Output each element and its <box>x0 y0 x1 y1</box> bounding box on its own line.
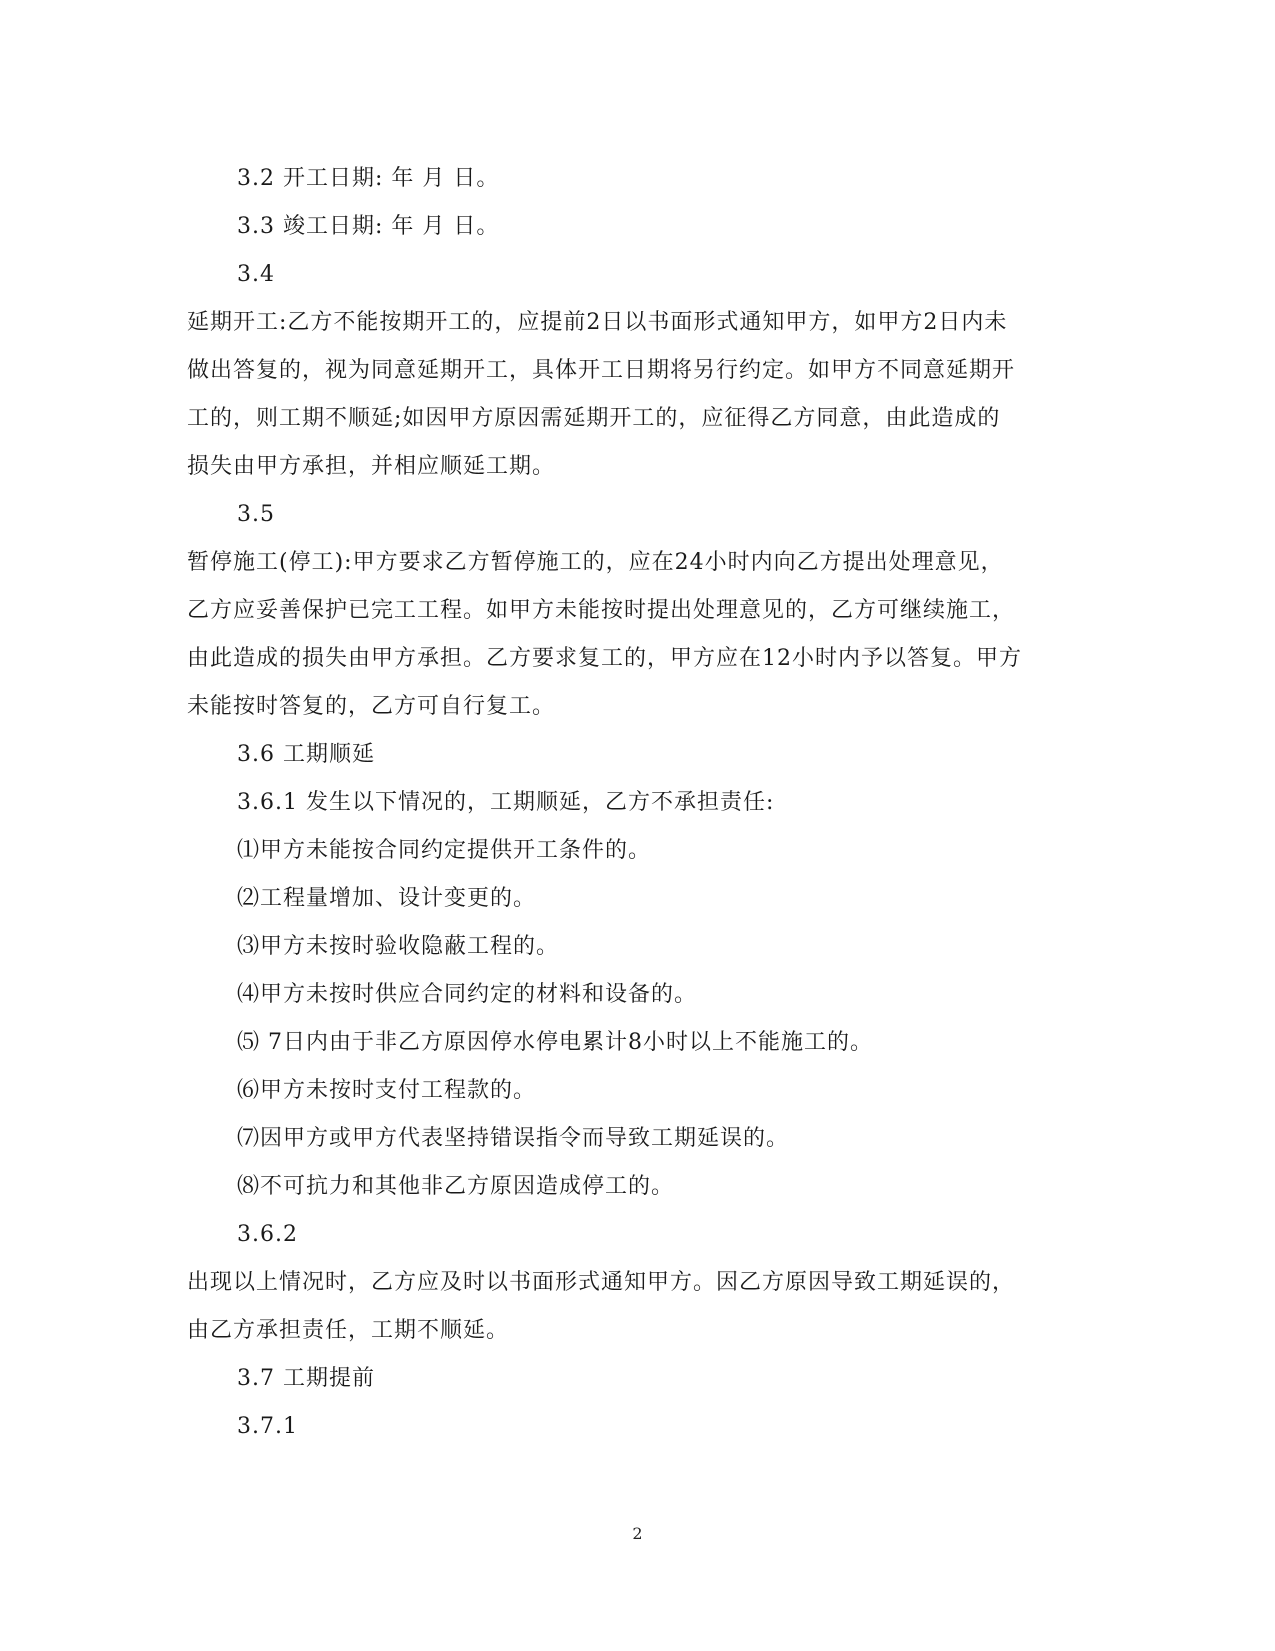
section-heading: 3.7 工期提前 <box>237 1366 375 1391</box>
section-heading: 3.6 工期顺延 <box>237 742 375 767</box>
text-line: 3.2 开工日期: 年 月 日。 <box>237 166 500 191</box>
list-item: ⑶甲方未按时验收隐蔽工程的。 <box>237 934 560 959</box>
text-line: 3.6.1 发生以下情况的，工期顺延，乙方不承担责任: <box>237 790 775 815</box>
body-text <box>187 155 1092 1451</box>
page-number: 2 <box>632 1524 643 1543</box>
list-item: ⑵工程量增加、设计变更的。 <box>237 886 537 911</box>
text-line: 做出答复的，视为同意延期开工，具体开工日期将另行约定。如甲方不同意延期开 <box>187 358 1016 383</box>
list-item: ⑸ 7日内由于非乙方原因停水停电累计8小时以上不能施工的。 <box>237 1030 873 1055</box>
text-line: 3.4 <box>237 262 275 287</box>
text-line: 工的，则工期不顺延;如因甲方原因需延期开工的，应征得乙方同意，由此造成的 <box>187 406 1001 431</box>
text-line: 暂停施工(停工):甲方要求乙方暂停施工的，应在24小时内向乙方提出处理意见， <box>187 550 1004 575</box>
list-item: ⑷甲方未按时供应合同约定的材料和设备的。 <box>237 982 698 1007</box>
text-line: 3.6.2 <box>237 1222 298 1247</box>
text-line: 由此造成的损失由甲方承担。乙方要求复工的，甲方应在12小时内予以答复。甲方 <box>187 646 1022 671</box>
text-line: 出现以上情况时，乙方应及时以书面形式通知甲方。因乙方原因导致工期延误的， <box>187 1270 1016 1295</box>
text-line: 损失由甲方承担，并相应顺延工期。 <box>187 454 556 479</box>
list-item: ⑻不可抗力和其他非乙方原因造成停工的。 <box>237 1174 675 1199</box>
text-line: 乙方应妥善保护已完工工程。如甲方未能按时提出处理意见的，乙方可继续施工， <box>187 598 1016 623</box>
text-line: 由乙方承担责任，工期不顺延。 <box>187 1318 510 1343</box>
list-item: ⑺因甲方或甲方代表坚持错误指令而导致工期延误的。 <box>237 1126 790 1151</box>
text-line: 3.3 竣工日期: 年 月 日。 <box>237 214 500 239</box>
text-line: 3.7.1 <box>237 1414 298 1439</box>
text-line: 未能按时答复的，乙方可自行复工。 <box>187 694 556 719</box>
text-line: 延期开工:乙方不能按期开工的，应提前2日以书面形式通知甲方，如甲方2日内未 <box>187 310 1008 335</box>
list-item: ⑴甲方未能按合同约定提供开工条件的。 <box>237 838 652 863</box>
text-line: 3.5 <box>237 502 275 527</box>
list-item: ⑹甲方未按时支付工程款的。 <box>237 1078 537 1103</box>
